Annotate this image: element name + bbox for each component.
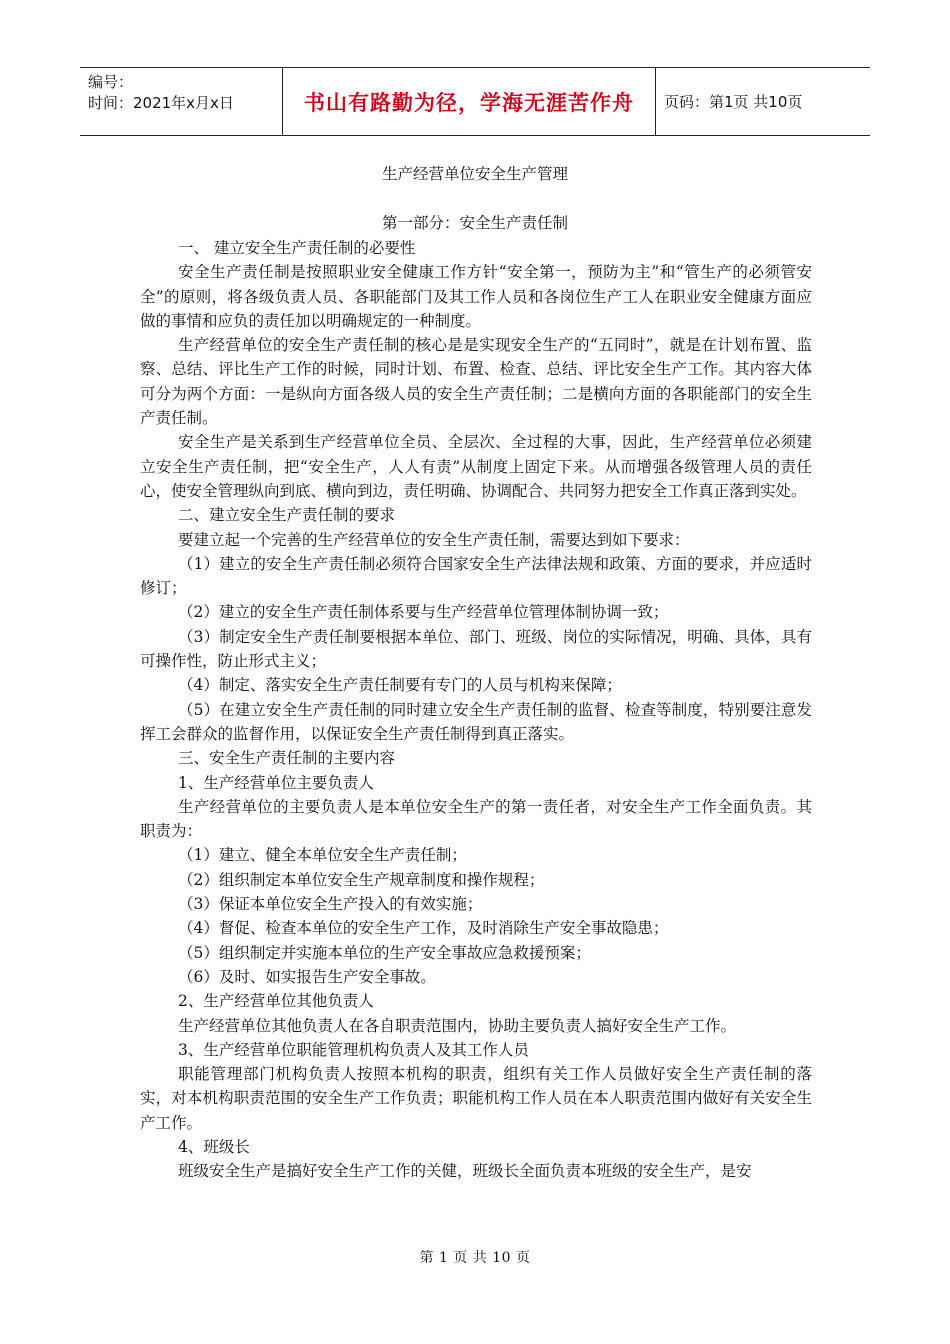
section-heading: 三、安全生产责任制的主要内容 bbox=[178, 749, 396, 768]
list-item: （3）制定安全生产责任制要根据本单位、部门、班级、岗位的实际情况，明确、具体，具有可操作性，防止形式主义； bbox=[140, 627, 812, 671]
list-item: （5）在建立安全生产责任制的同时建立安全生产责任制的监督、检查等制度，特别要注意发挥工会群众的监督作用，以保证安全生产责任制得到真正落实。 bbox=[140, 700, 812, 743]
paragraph: 安全生产是关系到生产经营单位全员、全层次、全过程的大事，因此，生产经营单位必须建立安全生产责任制，把“安全生产，人人有责”从制度上固定下来。从而增强各级管理人员的责任心，使安全管理纵向到底、横向到边，责任明确、协调配合、共同努力把安全工作真正落到实处。 bbox=[140, 433, 812, 500]
paragraph: 职能管理部门机构负责人按照本机构的职责，组织有关工作人员做好安全生产责任制的落实，对本机构职责范围的安全生产工作负责；职能机构工作人员在本人职责范围内做好有关安全生产工作。 bbox=[140, 1065, 812, 1132]
header-page-info: 页码：第1页 共10页 bbox=[664, 93, 803, 111]
document-body bbox=[140, 236, 812, 1184]
list-item: （2）组织制定本单位安全生产规章制度和操作规程； bbox=[178, 870, 545, 889]
section-heading: 4、班级长 bbox=[178, 1137, 250, 1156]
section-heading: 2、生产经营单位其他负责人 bbox=[178, 992, 374, 1011]
paragraph: 生产经营单位的主要负责人是本单位安全生产的第一责任者，对安全生产工作全面负责。其职责为： bbox=[140, 797, 812, 841]
paragraph: 班级安全生产是搞好安全生产工作的关健，班级长全面负责本班级的安全生产，是安 bbox=[178, 1162, 752, 1181]
document-number: 编号： bbox=[88, 73, 134, 91]
document-date: 时间：2021年x月x日 bbox=[88, 94, 234, 112]
document-title: 生产经营单位安全生产管理 bbox=[381, 165, 568, 183]
section-heading: 1、生产经营单位主要负责人 bbox=[178, 773, 374, 792]
section-heading: 二、建立安全生产责任制的要求 bbox=[178, 506, 396, 525]
list-item: （3）保证本单位安全生产投入的有效实施； bbox=[178, 895, 483, 914]
page-footer: 第 1 页 共 10 页 bbox=[419, 1250, 531, 1266]
list-item: （1）建立的安全生产责任制必须符合国家安全生产法律法规和政策、方面的要求，并应适时修订； bbox=[140, 554, 812, 598]
paragraph: 要建立起一个完善的生产经营单位的安全生产责任制，需要达到如下要求： bbox=[178, 530, 690, 549]
header-motto: 书山有路勤为径，学海无涯苦作舟 bbox=[282, 68, 656, 135]
list-item: （4）制定、落实安全生产责任制要有专门的人员与机构来保障； bbox=[178, 676, 622, 695]
list-item: （2）建立的安全生产责任制体系要与生产经营单位管理体制协调一致； bbox=[178, 603, 669, 622]
paragraph: 安全生产责任制是按照职业安全健康工作方针“安全第一，预防为主”和“管生产的必须管安全”的原则，将各级负责人员、各职能部门及其工作人员和各岗位生产工人在职业安全健康方面应做的事情和应负的责任加以明确规定的一种制度。 bbox=[140, 263, 812, 330]
list-item: （4）督促、检查本单位的安全生产工作，及时消除生产安全事故隐患； bbox=[178, 919, 669, 938]
list-item: （1）建立、健全本单位安全生产责任制； bbox=[178, 846, 467, 865]
paragraph: 生产经营单位的安全生产责任制的核心是是实现安全生产的“五同时”，就是在计划布置、监察、总结、评比生产工作的时候，同时计划、布置、检查、总结、评比安全生产工作。其内容大体可分为两个方面：一是纵向方面各级人员的安全生产责任制；二是横向方面的各职能部门的安全生产责任制。 bbox=[140, 336, 812, 428]
section-heading: 3、生产经营单位职能管理机构负责人及其工作人员 bbox=[178, 1040, 529, 1059]
list-item: （6）及时、如实报告生产安全事故。 bbox=[178, 967, 436, 986]
list-item: （5）组织制定并实施本单位的生产安全事故应急救援预案； bbox=[178, 943, 591, 962]
header-table bbox=[80, 67, 870, 136]
header-meta bbox=[80, 68, 282, 135]
part-title: 第一部分：安全生产责任制 bbox=[381, 214, 568, 232]
section-heading: 一、 建立安全生产责任制的必要性 bbox=[178, 239, 416, 257]
paragraph: 生产经营单位其他负责人在各自职责范围内，协助主要负责人搞好安全生产工作。 bbox=[178, 1016, 737, 1035]
